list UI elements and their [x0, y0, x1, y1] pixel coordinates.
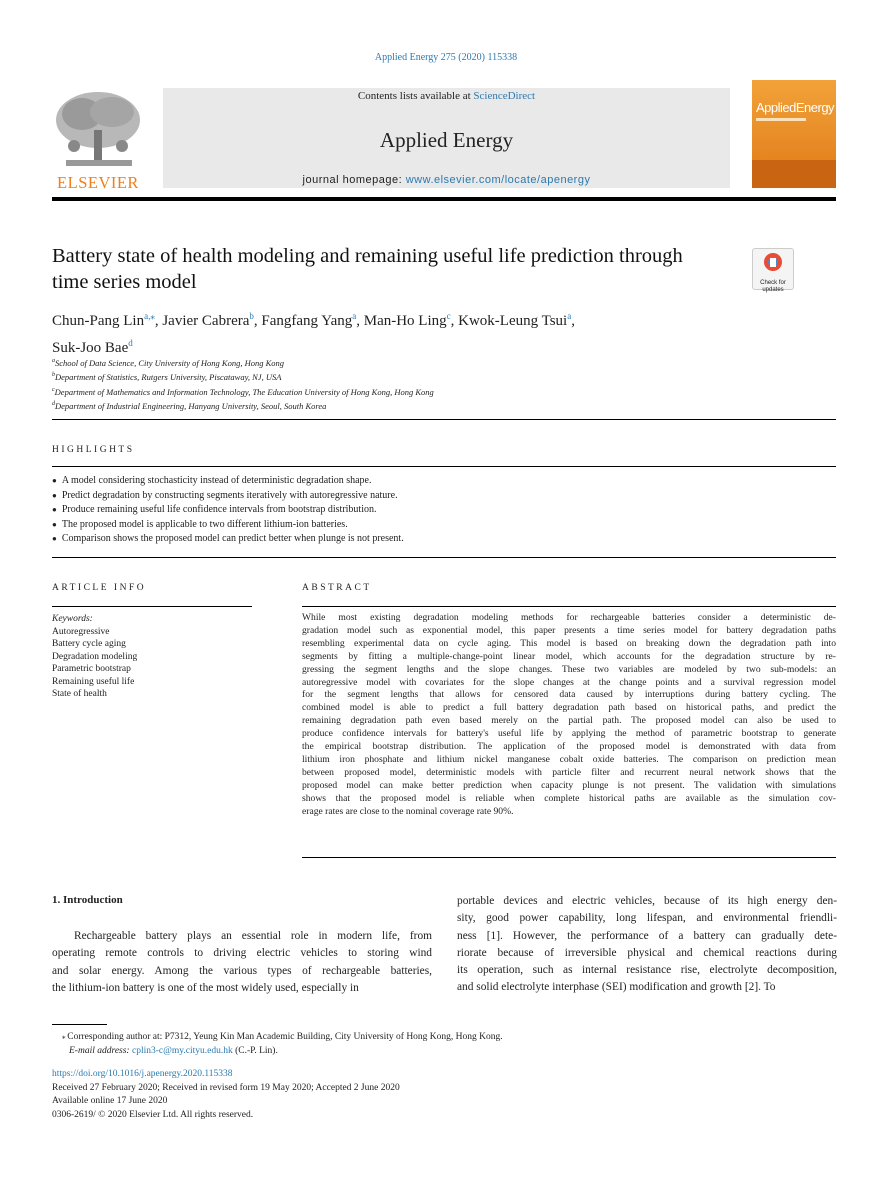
keyword-item: Parametric bootstrap [52, 664, 131, 674]
abstract-line: lithium iron phosphate and lithium nickel manganese cobalt oxide batteries. The comparison on prediction mean [302, 753, 836, 765]
divider [52, 419, 836, 420]
homepage-link[interactable]: www.elsevier.com/locate/apenergy [405, 174, 591, 186]
abstract-line: combined model is able to predict a full battery degradation path based on historical paths, and predict the [302, 702, 836, 714]
highlights-heading: HIGHLIGHTS [52, 445, 135, 455]
abstract-line: gressing the segment lengths and the slope changes. These two variables are modeled by two sub-models: an [302, 663, 836, 675]
journal-cover[interactable] [752, 80, 836, 188]
author-name[interactable]: Fangfang Yang [261, 313, 353, 329]
abstract-line: for the segment lengths that allows for censored data caused by interruptions during battery cycling. The [302, 689, 836, 701]
publisher-name: ELSEVIER [57, 173, 139, 192]
affiliation-text: School of Data Science, City University of Hong Kong, Hong Kong [55, 357, 284, 368]
abstract-line: erage rates are close to the nominal coverage rate 90%. [302, 805, 514, 817]
abstract-line: the empirical bootstrap distribution. The application of the proposed model is demonstrated with data from [302, 741, 836, 753]
affiliation-mark: d [52, 400, 55, 407]
bookmark-icon [753, 249, 793, 275]
footnote [52, 1030, 503, 1058]
abstract-line: gradation model such as exponential model, this paper presents a time series model for battery degradation paths [302, 624, 836, 636]
highlights-list [52, 474, 404, 547]
abstract-line: remaining degradation path even based merely on the partial path. The proposed model can also be used to [302, 715, 836, 727]
keyword-item: State of health [52, 689, 107, 699]
divider [302, 857, 836, 858]
divider [52, 557, 836, 558]
author-name[interactable]: Suk-Joo Bae [52, 340, 129, 356]
elsevier-logo [52, 90, 144, 192]
journal-header [163, 88, 730, 188]
abstract-line: between proposed model, deterministic models with particle filter and recurrent neural network shows that the [302, 766, 836, 778]
author-name[interactable]: Man-Ho Ling [363, 313, 447, 329]
journal-reference[interactable]: Applied Energy 275 (2020) 115338 [374, 52, 518, 63]
received-dates: Received 27 February 2020; Received in revised form 19 May 2020; Accepted 2 June 2020 [52, 1082, 400, 1093]
email-link[interactable]: cplin3-c@my.cityu.edu.hk [131, 1046, 233, 1056]
intro-line: and solid electrolyte interphase (SEI) modification and growth [2]. To [457, 981, 776, 994]
affiliation-mark: c [52, 386, 55, 393]
highlight-item: ● Produce remaining useful life confidence intervals from bootstrap distribution. [52, 503, 404, 518]
abstract-text [302, 612, 836, 819]
abstract-line: While most existing degradation modeling methods for rechargeable batteries consider a deterministic de- [302, 612, 836, 623]
article-info-heading: ARTICLE INFO [52, 583, 147, 593]
available-date: Available online 17 June 2020 [52, 1096, 168, 1106]
intro-line: sity, good power capability, long lifespan, and environmental friendli- [457, 912, 837, 925]
author-name[interactable]: Chun-Pang Lin [52, 313, 145, 329]
keyword-item: Battery cycle aging [52, 639, 126, 649]
abstract-line: autoregressive model with covariates for the slope changes at the change points and a survival regression model [302, 676, 836, 688]
author-name[interactable]: Kwok-Leung Tsui [458, 313, 568, 329]
author-affiliation-mark[interactable]: a [352, 311, 357, 321]
intro-heading: 1. Introduction [52, 894, 123, 906]
corresponding-author-note: ⁎ Corresponding author at: P7312, Yeung Kin Man Academic Building, City University of Hong Kong, Hong Kong. [62, 1032, 503, 1042]
journal-name: Applied Energy [379, 128, 514, 152]
intro-right-column [457, 893, 837, 997]
affiliation-text: Department of Mathematics and Information Technology, The Education University of Hong Kong, Hong Kong [54, 386, 434, 397]
author-affiliation-mark[interactable]: d [128, 338, 133, 348]
highlight-item: ● A model considering stochasticity instead of deterministic degradation shape. [52, 474, 404, 489]
intro-line: operating remote controls to driving electric vehicles to storing wind [52, 947, 432, 960]
email-note: E-mail address: cplin3-c@my.cityu.edu.hk (C.-P. Lin). [69, 1046, 278, 1056]
intro-line: portable devices and electric vehicles, because of its high energy den- [457, 895, 837, 907]
divider [52, 466, 836, 467]
affiliation-text: Department of Industrial Engineering, Hanyang University, Seoul, South Korea [55, 400, 327, 411]
author-name[interactable]: Javier Cabrera [162, 313, 250, 329]
highlight-item: ● Comparison shows the proposed model can predict better when plunge is not present. [52, 532, 404, 547]
keywords-label: Keywords: [52, 614, 93, 624]
intro-line: and solar energy. Among the various types of rechargeable batteries, [52, 964, 432, 977]
affiliation-item [52, 355, 434, 369]
abstract-line: shows that the proposed model is reliable when complete historical paths are available as the simulation cov- [302, 792, 836, 804]
abstract-line: proposed model can make better prediction when capacity plunge is not present. The validation with simulations [302, 779, 836, 791]
affiliation-item [52, 384, 434, 398]
keyword-item: Autoregressive [52, 626, 110, 637]
divider [302, 606, 836, 607]
contents-line: Contents lists available at ScienceDirect [357, 90, 536, 102]
abstract-line: produce confidence intervals for battery's useful life by applying the method of parametric bootstrap to generate [302, 728, 836, 740]
abstract-heading: ABSTRACT [302, 583, 372, 593]
abstract-line: segments by fitting a multiple-change-point linear model, which accounts for the degradation structure by re- [302, 650, 836, 662]
intro-left-column [52, 928, 432, 997]
abstract-line: resembling experimental data on cycle aging. This model is based on breaking down the degradation path into [302, 637, 836, 649]
affiliations [52, 355, 434, 412]
author-list: Chun-Pang Lin$^{a,⁎}$, Javier Cabrera$^b$, Fangfang Yang$^a$, Man-Ho Ling$^c$, Kwok-Leung Tsui$^a$, Suk-Joo Bae$^d$ [52, 311, 575, 356]
divider [52, 606, 252, 607]
author-affiliation-mark[interactable]: a,⁎ [144, 311, 155, 321]
article-title: Battery state of health modeling and remaining useful life prediction through time series model [52, 245, 683, 293]
copyright: 0306-2619/ © 2020 Elsevier Ltd. All rights reserved. [52, 1109, 254, 1120]
affiliation-item [52, 398, 434, 412]
author-affiliation-mark[interactable]: a [567, 311, 572, 321]
highlight-item: ● The proposed model is applicable to two different lithium-ion batteries. [52, 518, 404, 533]
author-affiliation-mark[interactable]: c [446, 311, 451, 321]
header-rule [52, 197, 836, 201]
doi-link[interactable]: https://doi.org/10.1016/j.apenergy.2020.115338 [52, 1069, 233, 1079]
affiliation-mark: a [52, 358, 55, 364]
author-affiliation-mark[interactable]: b [249, 311, 254, 321]
keyword-item: Remaining useful life [52, 676, 135, 687]
affiliation-mark: b [52, 372, 55, 379]
affiliation-item [52, 369, 434, 383]
intro-line: ness [1]. However, the performance of a battery can gradually dete- [457, 929, 837, 942]
intro-line: Rechargeable battery plays an essential role in modern life, from [74, 930, 432, 942]
footnote-rule [52, 1024, 107, 1025]
journal-homepage: journal homepage: www.elsevier.com/locate/apenergy [302, 174, 591, 186]
affiliation-text: Department of Statistics, Rutgers University, Piscataway, NJ, USA [55, 372, 282, 383]
check-updates-label: Check for updates [760, 280, 786, 293]
highlight-item: ● Predict degradation by constructing segments iteratively with autoregressive nature. [52, 489, 404, 504]
publication-info [52, 1068, 400, 1122]
sciencedirect-link[interactable]: ScienceDirect [473, 90, 536, 102]
keyword-item: Degradation modeling [52, 651, 138, 662]
cover-title: AppliedEnergy [756, 100, 835, 115]
keywords-block [52, 613, 137, 701]
check-for-updates-button[interactable] [752, 248, 794, 293]
intro-line: riorate because of irreversible physical and chemical reactions during [457, 946, 837, 959]
intro-line: the lithium-ion battery is one of the most widely used, especially in [52, 981, 359, 994]
intro-line: its operation, such as internal resistance rise, electrolyte decomposition, [457, 964, 837, 977]
